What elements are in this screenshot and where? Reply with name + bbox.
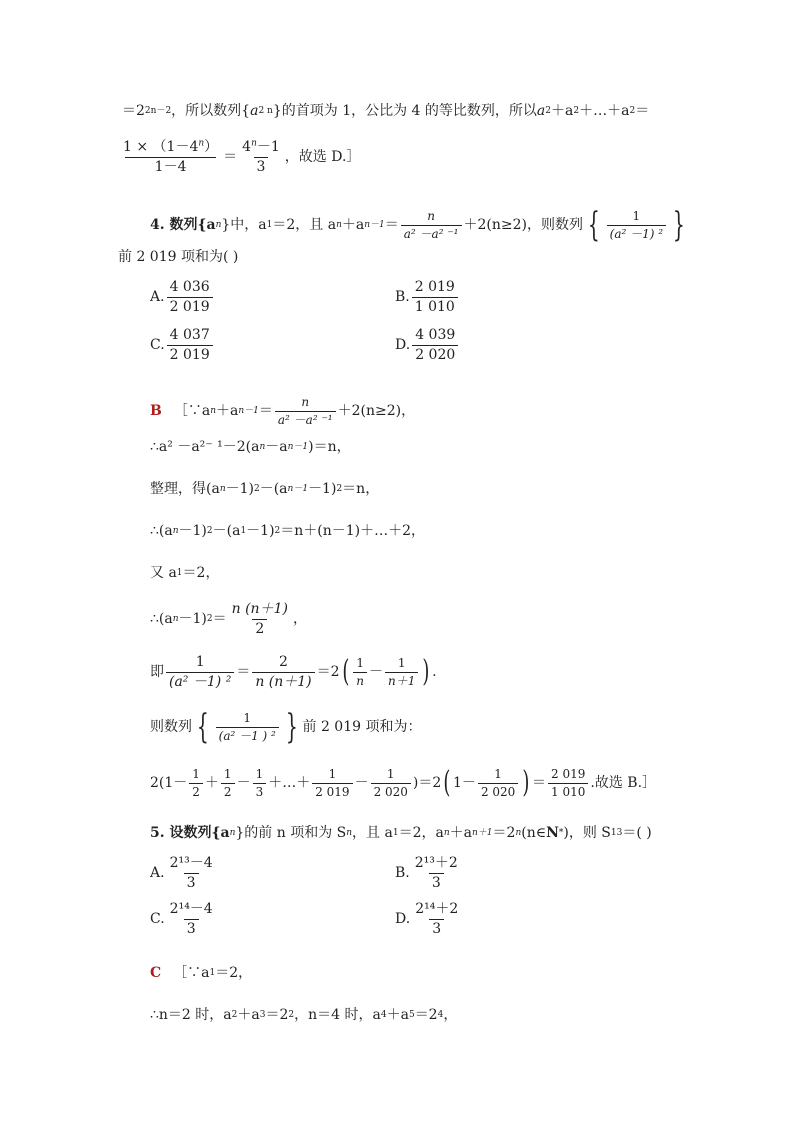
denominator: 1 010 [412, 297, 458, 315]
numerator: 1 [223, 767, 232, 781]
fraction [412, 856, 461, 890]
fraction [412, 902, 461, 936]
fraction [607, 210, 666, 240]
numerator: n (n＋1) [231, 601, 288, 617]
q4-option-b[interactable] [395, 280, 460, 314]
numerator: 2 [279, 654, 288, 670]
denominator: n＋1 [385, 672, 418, 688]
text: ＋…＋ [268, 775, 311, 792]
denominator: 2 019 [167, 345, 213, 363]
text: ＋a [449, 825, 472, 841]
q4-solution-1: B ［∵a n ＋a n－1 ＝ $\frac{n}{\text{a² －a² ⁻¹}}$ ＋2(n≥2)， [150, 395, 416, 427]
answer-badge: C [150, 965, 162, 981]
fraction [221, 768, 235, 798]
exponent: n [251, 138, 257, 149]
fraction [548, 768, 588, 798]
text: －(a [212, 523, 241, 539]
text: )，则 S [563, 825, 611, 841]
text: ＝ [236, 664, 251, 681]
numerator: 1 [632, 209, 641, 223]
denominator: (a² －1 ) ² [216, 727, 279, 743]
text: ， [292, 611, 307, 628]
text: ，故选 D.］ [284, 149, 361, 166]
numerator: 4 036 [169, 279, 210, 295]
continuation-line-2 [118, 140, 360, 174]
fraction [401, 210, 462, 240]
fraction [312, 768, 352, 798]
text: ＝n＋(n－1)＋…＋2， [280, 523, 426, 539]
text: ＝ [384, 217, 399, 234]
paren-right: ) [422, 654, 430, 690]
text: 5. 设数列{a [150, 825, 230, 841]
fraction-result [239, 140, 283, 174]
text: ＋a [237, 1007, 260, 1023]
fraction [353, 657, 367, 687]
denominator: 2 020 [412, 345, 458, 363]
denominator: 2 020 [371, 783, 411, 799]
paren-left: ( [341, 654, 349, 690]
denominator: n [353, 672, 367, 688]
fraction [167, 328, 213, 362]
q4-solution-6: ∴(a n －1) 2 ＝ $\frac{n (n+1)}{2}$ ， [150, 601, 307, 637]
text: －(a [259, 481, 288, 497]
text: ＋a [551, 103, 574, 119]
text: － [354, 775, 369, 792]
q4-option-d[interactable] [395, 328, 460, 362]
option-label: B. [395, 865, 410, 882]
option-label: D. [395, 911, 411, 928]
numerator: 2¹³－4 [169, 855, 213, 871]
text: ，且 a [352, 825, 393, 841]
text: ， [443, 1007, 458, 1023]
numerator: n [301, 395, 310, 409]
text: ∴a² －a²⁻ ¹－2(a [150, 439, 260, 455]
text: 又 a [150, 565, 177, 581]
text: ＝2，a [398, 825, 444, 841]
denominator: 2 019 [167, 297, 213, 315]
fraction [252, 655, 314, 689]
text: 前 2 019 项和为( ) [118, 249, 239, 265]
text: ∴n＝2 时，a [150, 1007, 232, 1023]
text: ＋a [341, 217, 365, 234]
numerator: 4 [242, 139, 252, 155]
text: ＝2， [215, 965, 253, 981]
denominator: a² －a² ⁻¹ [401, 225, 462, 241]
fraction [229, 602, 291, 636]
numerator: 1 [328, 767, 337, 781]
text: }的首项为 1，公比为 4 的等比数列，所以 [272, 103, 537, 119]
fraction-sum [120, 140, 221, 174]
text: ＝ [258, 403, 273, 420]
text: ＝2 [316, 664, 340, 681]
fraction [189, 768, 203, 798]
numerator: 2 019 [414, 279, 455, 295]
text: －1) [246, 523, 275, 539]
denominator: 3 [184, 919, 199, 937]
text: .故选 B.］ [590, 775, 657, 792]
option-label: D. [395, 337, 411, 354]
denominator: n (n＋1) [252, 672, 314, 690]
denominator: 3 [429, 919, 444, 937]
exponent: n [198, 138, 205, 149]
denominator: 2 [189, 783, 203, 799]
text: ＝ [635, 103, 650, 119]
text: ＝2 [265, 1007, 289, 1023]
denominator: 3 [184, 873, 199, 891]
numerator: 2¹³＋2 [414, 855, 458, 871]
text: ＝ [223, 149, 238, 166]
var: a [536, 103, 546, 119]
denominator: 2 [221, 783, 235, 799]
text: ＝2 [492, 825, 516, 841]
numerator: 2¹⁴＋2 [415, 901, 459, 917]
text: ［∵a [173, 965, 210, 981]
denominator: 1 010 [548, 783, 588, 799]
denominator: a² －a² ⁻¹ [275, 411, 336, 427]
text: － [369, 664, 384, 681]
text: . [432, 664, 437, 681]
text: 即 [150, 664, 164, 681]
brace-left: { [196, 706, 209, 747]
q4-solution-8 [150, 706, 422, 747]
numerator: 1 [397, 656, 406, 671]
brace-right: } [672, 204, 685, 245]
numerator: 1 [494, 767, 502, 781]
text: ＋a [386, 1007, 409, 1023]
q5-solution-1: C ［∵a 1 ＝2， [150, 965, 253, 981]
fraction [166, 655, 234, 689]
option-label: C. [150, 337, 165, 354]
denominator: 3 [254, 157, 269, 175]
denominator: (a² －1) ² [166, 672, 234, 690]
text: 前 2 019 项和为： [302, 719, 422, 736]
option-label: B. [395, 289, 410, 306]
text: ） [204, 139, 219, 155]
fraction [216, 712, 279, 742]
numerator: 2¹⁴－4 [169, 901, 213, 917]
q4-solution-2: ∴a² －a²⁻ ¹－2(a n －a n－1 )＝n， [150, 439, 351, 455]
fraction [167, 856, 216, 890]
text: －a [265, 439, 288, 455]
fraction [412, 280, 458, 314]
q4-solution-3: 整理，得(a n －1) 2 －(a n－1 －1) 2 ＝n， [150, 481, 380, 497]
fraction [253, 768, 267, 798]
text: ＋a [216, 403, 239, 420]
text: －1 [256, 139, 280, 155]
numerator: 1 [356, 656, 364, 671]
text: －1) [308, 481, 337, 497]
fraction [412, 328, 458, 362]
paren-right: ) [522, 765, 530, 801]
numerator: 2 019 [551, 767, 586, 781]
text: ＝n， [342, 481, 380, 497]
continuation-line-1: ＝2 2n－2 ，所以数列{ a 2 n }的首项为 1，公比为 4 的等比数列，所以 a 2 ＋a 2 ＋…＋a 2 ＝ [122, 103, 650, 119]
text: )＝n， [308, 439, 351, 455]
fraction [275, 396, 336, 426]
text: ，所以数列{ [171, 103, 251, 119]
text: ＝2，且 a [272, 217, 337, 234]
text: N [546, 825, 559, 841]
text: ∴(a [150, 611, 173, 628]
option-label: A. [150, 865, 165, 882]
text: 整理，得(a [150, 481, 220, 497]
q5-option-c[interactable] [150, 902, 218, 936]
denominator: 2 [252, 619, 267, 637]
denominator: 2 019 [312, 783, 352, 799]
numerator: 1 [255, 767, 264, 781]
text: ＝ [212, 611, 227, 628]
text: ＝2 [414, 1007, 438, 1023]
text: ＝2， [182, 565, 220, 581]
numerator: 1 [195, 654, 205, 670]
denominator: 3 [253, 783, 267, 799]
q4-option-c[interactable] [150, 328, 215, 362]
denominator: 1－4 [125, 157, 217, 175]
option-label: C. [150, 911, 165, 928]
numerator: 1 [386, 767, 395, 781]
q4-solution-4: ∴(a n －1) 2 －(a 1 －1) 2 ＝n＋(n－1)＋…＋2， [150, 523, 426, 539]
option-label: A. [150, 289, 165, 306]
numerator: 4 037 [169, 327, 210, 343]
text: 1－ [453, 775, 476, 792]
text: 则数列 [150, 719, 192, 736]
text: )＝2 [412, 775, 442, 792]
text: ＝2 [122, 103, 145, 119]
q5-option-a[interactable] [150, 856, 218, 890]
numerator: 1 × （1－4 [123, 139, 199, 155]
brace-right: } [285, 706, 298, 747]
denominator: 3 [429, 873, 444, 891]
numerator: 4 039 [415, 327, 456, 343]
fraction [371, 768, 411, 798]
text: ＋2(n≥2)， [337, 403, 416, 420]
numerator: 1 [243, 711, 252, 725]
paren-left: ( [443, 765, 451, 801]
text: 2(1－ [150, 775, 188, 792]
text: ∴(a [150, 523, 173, 539]
text: － [236, 775, 251, 792]
denominator: 2 020 [478, 783, 518, 799]
q5-option-b[interactable] [395, 856, 463, 890]
q4-solution-9 [150, 765, 657, 801]
question-4-stem-cont [118, 250, 238, 264]
fraction [167, 902, 216, 936]
text: ＋…＋a [579, 103, 630, 119]
q4-option-a[interactable] [150, 280, 215, 314]
question-5-stem: 5. 设数列{a n }的前 n 项和为 S n ，且 a 1 ＝2，a n ＋a n＋1 ＝2 n (n∈ N * )，则 S 13 ＝( ) [150, 825, 652, 841]
numerator: n [427, 209, 435, 223]
text: (n∈ [521, 825, 547, 841]
text: －1) [178, 611, 207, 628]
brace-left: { [587, 204, 600, 245]
fraction [385, 657, 418, 687]
question-4-stem: 4. 数列{a n }中，a 1 ＝2，且 a n ＋a n－1 ＝ $\frac{n}{\text{a² －a² ⁻¹}}$ ＋2(n≥2)，则数列 { $\frac{1}{\text{(a² －1) ²}}$ } [150, 204, 685, 245]
answer-badge: B [150, 403, 162, 420]
text: ＋2(n≥2)，则数列 [463, 217, 583, 234]
fraction [167, 280, 213, 314]
denominator: (a² －1) ² [607, 225, 666, 241]
fraction [478, 768, 518, 798]
text: ［∵a [173, 403, 211, 420]
q4-solution-7 [150, 655, 437, 689]
q5-solution-2: ∴n＝2 时，a 2 ＋a 3 ＝2 2 ，n＝4 时，a 4 ＋a 5 ＝2 4 ， [150, 1007, 458, 1023]
text: ＝ [532, 775, 547, 792]
text: －1) [225, 481, 254, 497]
text: ，n＝4 时，a [294, 1007, 381, 1023]
var: a [250, 103, 259, 119]
q5-option-d[interactable] [395, 902, 463, 936]
text: }中，a [221, 217, 267, 234]
text: ＋ [204, 775, 219, 792]
text: ＝( ) [622, 825, 652, 841]
text: 4. 数列{a [150, 217, 216, 234]
q4-solution-5: 又 a 1 ＝2， [150, 565, 220, 581]
numerator: 1 [192, 767, 200, 781]
text: －1) [178, 523, 207, 539]
text: }的前 n 项和为 S [235, 825, 347, 841]
